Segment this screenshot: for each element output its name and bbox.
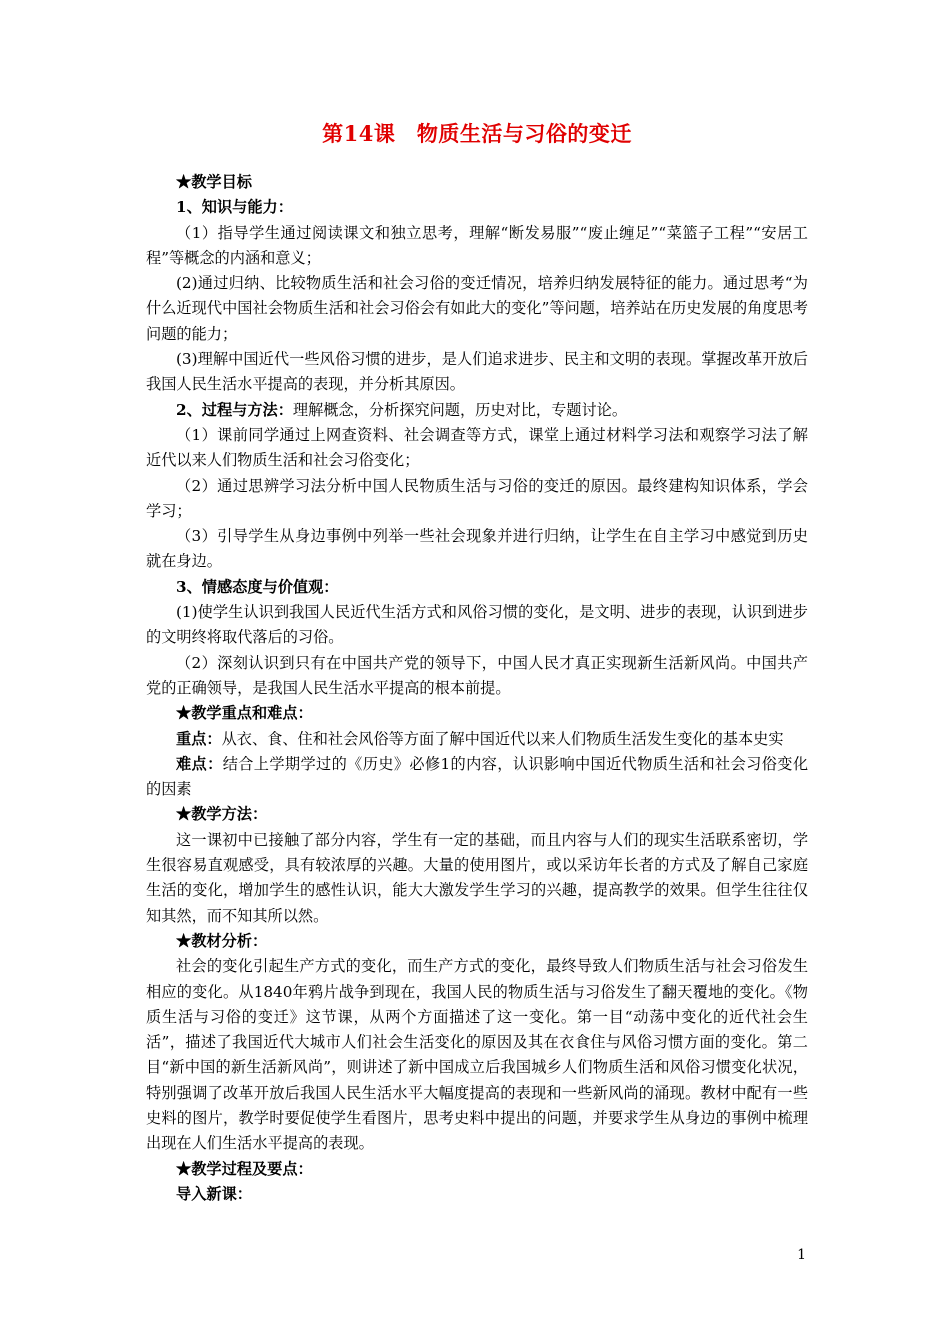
section-heading-focus: ★教学重点和难点：: [176, 704, 313, 723]
paragraph-process-method: [146, 398, 808, 423]
paragraph-k1-3: (3)理解中国近代一些风俗习惯的进步，是人们追求进步、民主和文明的表现。掌握改革开放后我国人民生活水平提高的表现，并分析其原因。: [146, 350, 808, 394]
subheading-process: 2、过程与方法：: [176, 400, 293, 419]
difficulty-label: 难点：: [176, 754, 223, 773]
document-page: [146, 118, 808, 1207]
page-number: 1: [797, 1247, 806, 1263]
paragraph-k3-1: (1)使学生认识到我国人民近代生活方式和风俗习惯的变化，是文明、进步的表现，认识到进步的文明终将取代落后的习俗。: [146, 603, 808, 647]
paragraph-method: 这一课初中已接触了部分内容，学生有一定的基础，而且内容与人们的现实生活联系密切，学生很容易直观感受，具有较浓厚的兴趣。大量的使用图片，或以采访年长者的方式及了解自己家庭生活的变化，增加学生的感性认识，能大大激发学生学习的兴趣，提高教学的效果。但学生往往仅知其然，而不知其所以然。: [146, 830, 808, 925]
paragraph-k3-2: （2）深刻认识到只有在中国共产党的领导下，中国人民才真正实现新生活新风尚。中国共产党的正确领导，是我国人民生活水平提高的根本前提。: [146, 653, 808, 697]
subheading-values: 3、情感态度与价值观：: [176, 577, 339, 596]
process-summary: 理解概念，分析探究问题，历史对比，专题讨论。: [292, 400, 628, 419]
paragraph-k2-2: （2）通过思辨学习法分析中国人民物质生活与习俗的变迁的原因。最终建构知识体系，学会学习；: [146, 476, 808, 520]
paragraph-k1-1: （1）指导学生通过阅读课文和独立思考，理解“断发易服”“废止缠足”“菜篮子工程”“安居工程”等概念的内涵和意义；: [146, 223, 808, 267]
key-point-label: 重点：: [176, 729, 222, 748]
paragraph-difficulty: [146, 752, 808, 803]
paragraph-k2-1: （1）课前同学通过上网查资料、社会调查等方式，课堂上通过材料学习法和观察学习法了解近代以来人们物质生活和社会习俗变化；: [146, 425, 808, 470]
difficulty-text: 结合上学期学过的《历史》必修1的内容，认识影响中国近代物质生活和社会习俗变化的因素: [146, 754, 809, 799]
section-heading-goals: ★教学目标: [176, 173, 252, 191]
paragraph-k1-2: (2)通过归纳、比较物质生活和社会习俗的变迁情况，培养归纳发展特征的能力。通过思考“为什么近现代中国社会物质生活和社会习俗会有如此大的变化”等问题，培养站在历史发展的角度思考问题的能力；: [146, 274, 808, 343]
subheading-knowledge: 1、知识与能力：: [176, 198, 293, 217]
page-title: 第14课 物质生活与习俗的变迁: [322, 121, 632, 146]
section-heading-material: ★教材分析：: [176, 931, 268, 950]
paragraph-k2-3: （3）引导学生从身边事例中列举一些社会现象并进行归纳，让学生在自主学习中感觉到历史就在身边。: [146, 527, 808, 571]
paragraph-material: 社会的变化引起生产方式的变化，而生产方式的变化，最终导致人们物质生活与社会习俗发生相应的变化。从1840年鸦片战争到现在，我国人民的物质生活与习俗发生了翻天覆地的变化。《物质生活与习俗的变迁》这节课，从两个方面描述了这一变化。第一目“动荡中变化的近代社会生活”，描述了我国近代大城市人们社会生活变化的原因及其在衣食住与风俗习惯方面的变化。第二目“新中国的新生活新风尚”，则讲述了新中国成立后我国城乡人们物质生活和风俗习惯变化状况，特别强调了改革开放后我国人民生活水平大幅度提高的表现和一些新风尚的涌现。教材中配有一些史料的图片，教学时要促使学生看图片，思考史料中提出的问题，并要求学生从身边的事例中梳理出现在人们生活水平提高的表现。: [146, 957, 808, 1153]
section-heading-method: ★教学方法：: [176, 805, 268, 824]
paragraph-key-point: [146, 727, 808, 752]
section-heading-process: ★教学过程及要点：: [176, 1159, 313, 1178]
key-point-text: 从衣、食、住和社会风俗等方面了解中国近代以来人们物质生活发生变化的基本史实: [221, 729, 784, 748]
subheading-intro: 导入新课：: [176, 1184, 252, 1203]
